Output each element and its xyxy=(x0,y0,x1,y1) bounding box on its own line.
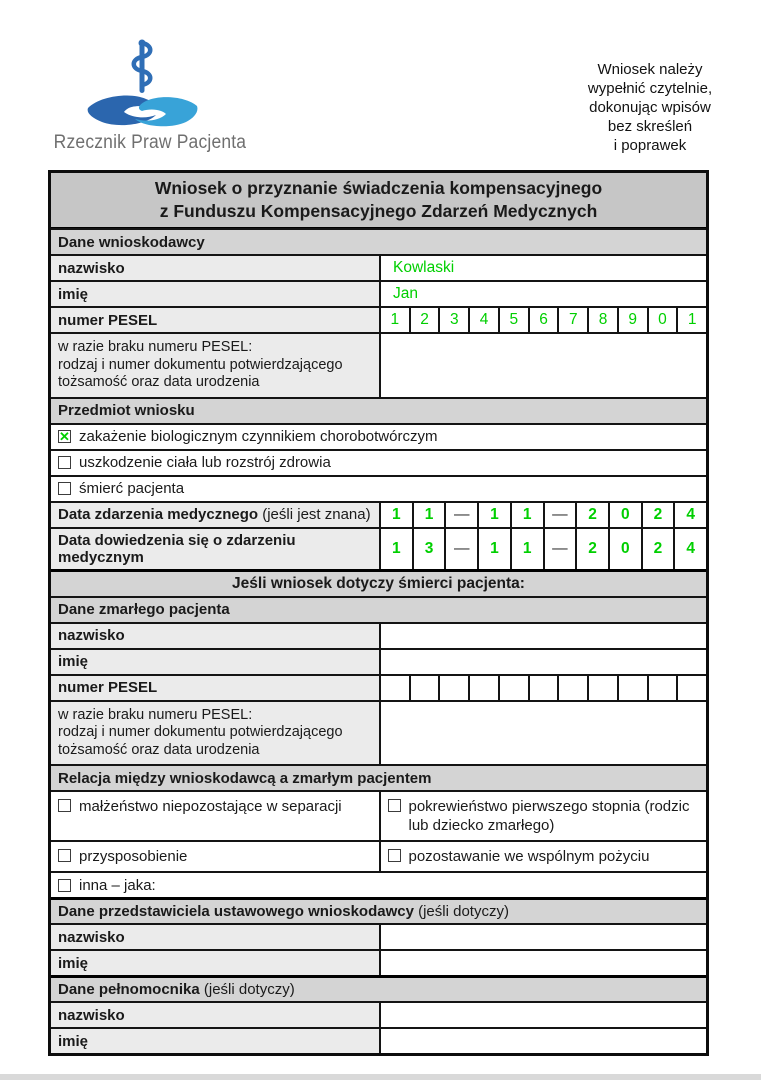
applicant-name-field[interactable]: Jan xyxy=(393,285,418,302)
deceased-no-pesel-row xyxy=(51,700,706,765)
date-box[interactable]: 2 xyxy=(641,529,674,569)
section-subject-title: Przedmiot wniosku xyxy=(58,402,195,419)
pesel-digit-box[interactable] xyxy=(468,676,498,700)
subject-option-label: śmierć pacjenta xyxy=(79,480,185,497)
section-representative xyxy=(51,897,706,923)
pesel-digit-box[interactable]: 1 xyxy=(390,311,400,328)
date-separator: — xyxy=(543,529,576,569)
subject-option-label: uszkodzenie ciała lub rozstrój zdrowia xyxy=(79,454,331,471)
representative-surname-label: nazwisko xyxy=(51,925,381,949)
applicant-name-row xyxy=(51,280,706,306)
section-applicant xyxy=(51,228,706,254)
relation-option-label: pozostawanie we wspólnym pożyciu xyxy=(408,848,650,865)
date-box[interactable]: 1 xyxy=(477,503,510,527)
representative-name-label: imię xyxy=(51,951,381,975)
checkbox-empty-icon[interactable] xyxy=(58,849,71,862)
date-box[interactable]: 1 xyxy=(412,503,445,527)
subject-option-infection xyxy=(51,423,706,449)
deceased-surname-row xyxy=(51,622,706,648)
checkbox-empty-icon[interactable] xyxy=(58,482,71,495)
date-separator: — xyxy=(444,529,477,569)
notice-line: bez skreśleń xyxy=(607,118,693,135)
applicant-name-label: imię xyxy=(51,282,381,306)
relation-option-label: przysposobienie xyxy=(79,848,188,865)
applicant-pesel-row xyxy=(51,306,706,332)
rpp-logo xyxy=(46,38,247,154)
page-bottom-edge xyxy=(0,1074,761,1080)
attorney-surname-row xyxy=(51,1001,706,1027)
pesel-digit-box[interactable] xyxy=(381,676,409,700)
attorney-surname-label: nazwisko xyxy=(51,1003,381,1027)
event-date-label: Data zdarzenia medycznego (jeśli jest znana) xyxy=(51,503,381,527)
deceased-pesel-boxes xyxy=(381,676,706,700)
form-title xyxy=(51,173,706,228)
representative-name-field[interactable] xyxy=(381,951,706,975)
section-deceased-title: Dane zmarłego pacjenta xyxy=(58,601,230,618)
section-relation xyxy=(51,764,706,790)
date-box[interactable]: 0 xyxy=(608,529,641,569)
pesel-digit-box[interactable]: 9 xyxy=(617,308,647,332)
attorney-surname-field[interactable] xyxy=(381,1003,706,1027)
applicant-no-pesel-label: w razie braku numeru PESEL: rodzaj i numer dokumentu potwierdzającego tożsamość oraz data urodzenia xyxy=(51,334,381,397)
notice-line: dokonując wpisów xyxy=(589,99,711,116)
relation-option-other xyxy=(51,871,706,897)
date-separator: — xyxy=(543,503,576,527)
representative-name-row xyxy=(51,949,706,975)
checkbox-empty-icon[interactable] xyxy=(388,849,401,862)
checkbox-empty-icon[interactable] xyxy=(58,799,71,812)
checkbox-empty-icon[interactable] xyxy=(388,799,401,812)
applicant-no-pesel-row xyxy=(51,332,706,397)
applicant-pesel-boxes xyxy=(381,308,706,332)
form-title-line2: z Funduszu Kompensacyjnego Zdarzeń Medycznych xyxy=(159,201,598,221)
relation-option-cohabitation xyxy=(379,842,707,871)
logo-caption: Rzecznik Praw Pacjenta xyxy=(53,132,247,153)
pesel-digit-box[interactable]: 6 xyxy=(528,308,558,332)
relation-option-adoption xyxy=(51,842,379,871)
deceased-pesel-label: numer PESEL xyxy=(51,676,381,700)
date-separator: — xyxy=(444,503,477,527)
attorney-name-field[interactable] xyxy=(381,1029,706,1053)
section-deceased xyxy=(51,596,706,622)
deceased-no-pesel-field[interactable] xyxy=(381,702,706,765)
pesel-digit-box[interactable]: 0 xyxy=(647,308,677,332)
section-applicant-title: Dane wnioskodawcy xyxy=(58,233,205,251)
event-date-boxes xyxy=(381,503,706,527)
deceased-name-field[interactable] xyxy=(381,650,706,674)
relation-option-first-degree xyxy=(379,792,707,840)
applicant-surname-row xyxy=(51,254,706,280)
notice-line: wypełnić czytelnie, xyxy=(587,80,713,97)
pesel-digit-box[interactable]: 4 xyxy=(468,308,498,332)
death-banner xyxy=(51,569,706,596)
pesel-digit-box[interactable]: 5 xyxy=(498,308,528,332)
applicant-surname-field[interactable]: Kowlaski xyxy=(393,259,455,276)
section-attorney-title: Dane pełnomocnika xyxy=(58,981,200,998)
pesel-digit-box[interactable] xyxy=(498,676,528,700)
date-box[interactable]: 4 xyxy=(673,503,706,527)
relation-option-label: inna – jaka: xyxy=(79,876,156,894)
pesel-digit-box[interactable] xyxy=(557,676,587,700)
pesel-digit-box[interactable]: 2 xyxy=(409,308,439,332)
relation-option-label: pokrewieństwo pierwszego stopnia (rodzic lub dziecko zmarłego) xyxy=(408,798,690,834)
representative-surname-field[interactable] xyxy=(381,925,706,949)
section-subject xyxy=(51,397,706,423)
pesel-digit-box[interactable]: 1 xyxy=(676,308,706,332)
informed-date-row xyxy=(51,527,706,569)
informed-date-label: Data dowiedzenia się o zdarzeniu medycznym xyxy=(51,529,381,569)
checkbox-checked-icon[interactable]: ✕ xyxy=(59,429,70,444)
applicant-surname-label: nazwisko xyxy=(51,256,381,280)
pesel-digit-box[interactable] xyxy=(528,676,558,700)
deceased-name-row xyxy=(51,648,706,674)
section-attorney-note: (jeśli dotyczy) xyxy=(199,981,295,998)
informed-date-boxes xyxy=(381,529,706,569)
attorney-name-row xyxy=(51,1027,706,1053)
pesel-digit-box[interactable] xyxy=(617,676,647,700)
notice-line: Wniosek należy xyxy=(597,61,703,78)
deceased-pesel-row xyxy=(51,674,706,700)
representative-surname-row xyxy=(51,923,706,949)
date-box[interactable]: 3 xyxy=(412,529,445,569)
pesel-digit-box[interactable] xyxy=(438,676,468,700)
deceased-surname-field[interactable] xyxy=(381,624,706,648)
checkbox-empty-icon[interactable] xyxy=(58,879,71,892)
pesel-digit-box[interactable] xyxy=(409,676,439,700)
relation-option-marriage xyxy=(51,792,379,840)
deceased-no-pesel-label: w razie braku numeru PESEL: rodzaj i numer dokumentu potwierdzającego tożsamość oraz data urodzenia xyxy=(51,702,381,765)
date-box[interactable]: 2 xyxy=(641,503,674,527)
pesel-digit-box[interactable]: 8 xyxy=(587,308,617,332)
date-box[interactable]: 1 xyxy=(510,503,543,527)
pesel-digit-box[interactable]: 7 xyxy=(557,308,587,332)
date-box[interactable]: 2 xyxy=(575,503,608,527)
event-date-row xyxy=(51,501,706,527)
relation-row-2 xyxy=(51,840,706,871)
application-form xyxy=(48,170,709,1056)
deceased-surname-label: nazwisko xyxy=(51,624,381,648)
attorney-name-label: imię xyxy=(51,1029,381,1053)
subject-option-label: zakażenie biologicznym czynnikiem chorobotwórczym xyxy=(79,428,438,445)
date-box[interactable]: 4 xyxy=(673,529,706,569)
relation-row-1 xyxy=(51,790,706,840)
section-attorney xyxy=(51,975,706,1001)
date-box[interactable]: 1 xyxy=(477,529,510,569)
deceased-name-label: imię xyxy=(51,650,381,674)
notice-line: i poprawek xyxy=(613,137,687,154)
pesel-digit-box[interactable] xyxy=(647,676,677,700)
pesel-digit-box[interactable] xyxy=(587,676,617,700)
pesel-digit-box[interactable] xyxy=(676,676,706,700)
form-title-line1: Wniosek o przyznanie świadczenia kompensacyjnego xyxy=(154,178,603,198)
pesel-digit-box[interactable]: 3 xyxy=(438,308,468,332)
relation-option-label: małżeństwo niepozostające w separacji xyxy=(79,798,342,815)
applicant-no-pesel-field[interactable] xyxy=(381,334,706,397)
section-representative-note: (jeśli dotyczy) xyxy=(413,903,509,920)
date-box[interactable]: 1 xyxy=(510,529,543,569)
applicant-pesel-label: numer PESEL xyxy=(51,308,381,332)
date-box[interactable]: 2 xyxy=(575,529,608,569)
section-relation-title: Relacja między wnioskodawcą a zmarłym pacjentem xyxy=(58,769,432,787)
checkbox-empty-icon[interactable] xyxy=(58,456,71,469)
subject-option-death xyxy=(51,475,706,501)
date-box[interactable]: 0 xyxy=(608,503,641,527)
death-banner-text: Jeśli wniosek dotyczy śmierci pacjenta: xyxy=(232,574,525,592)
section-representative-title: Dane przedstawiciela ustawowego wnioskodawcy xyxy=(58,903,414,920)
date-box[interactable]: 1 xyxy=(392,539,401,557)
date-box[interactable]: 1 xyxy=(392,505,401,523)
subject-option-bodily-harm xyxy=(51,449,706,475)
asclepius-hands-icon xyxy=(78,38,206,130)
fill-notice xyxy=(552,60,748,155)
